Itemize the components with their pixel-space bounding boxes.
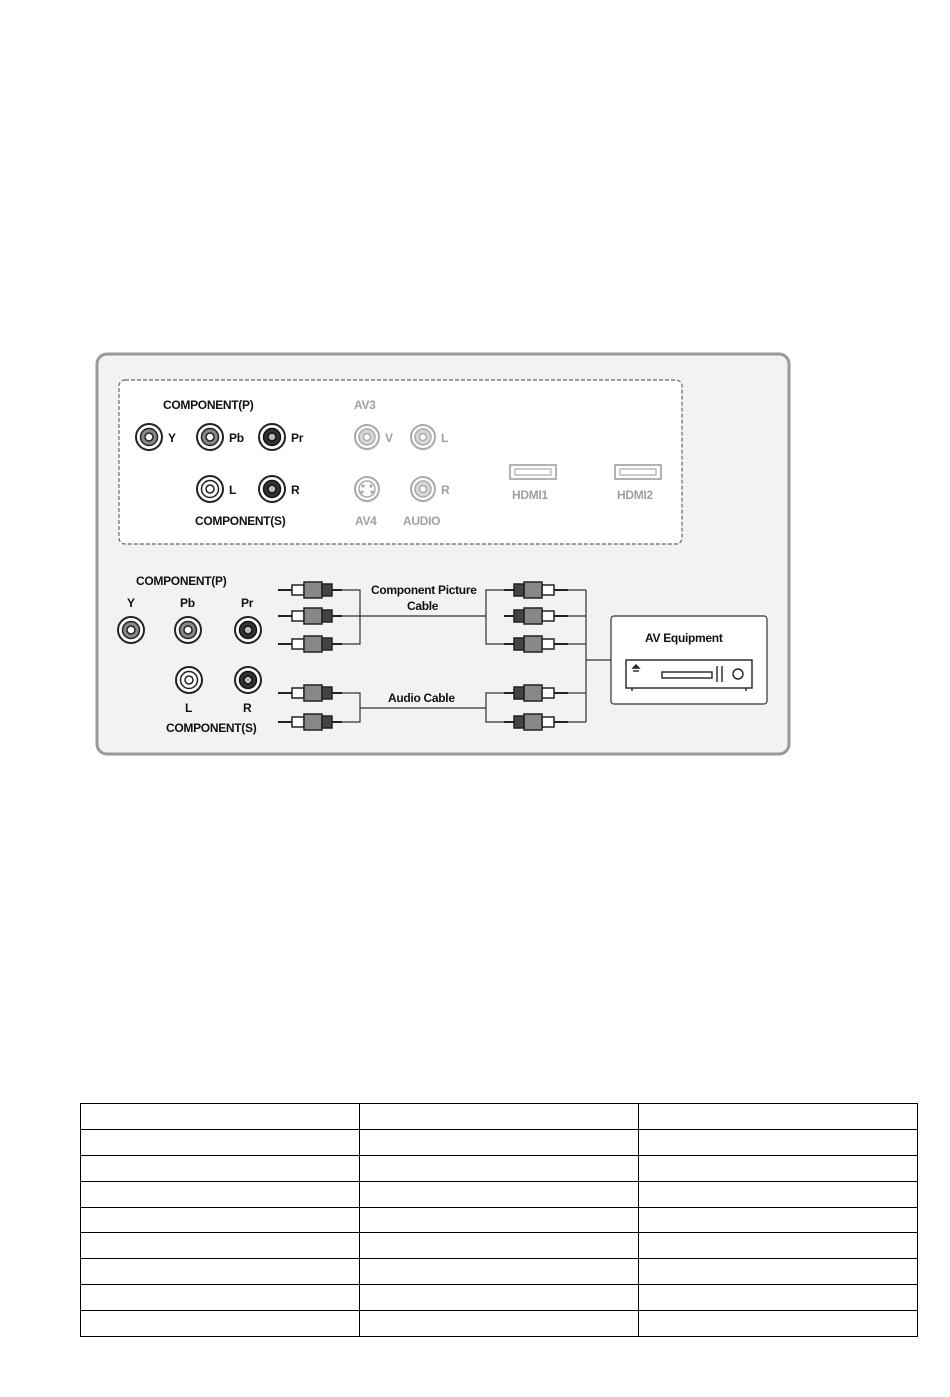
table-cell	[360, 1207, 639, 1233]
table-cell	[639, 1155, 918, 1181]
av-equipment-label: AV Equipment	[645, 631, 723, 645]
table-cell	[639, 1104, 918, 1130]
table-row	[81, 1259, 918, 1285]
jack-r	[259, 476, 285, 502]
table-cell	[81, 1259, 360, 1285]
table-cell	[81, 1233, 360, 1259]
audio-cable-label: Audio Cable	[388, 691, 455, 705]
jack-l	[197, 476, 223, 502]
table-cell	[81, 1181, 360, 1207]
conn-pb-label: Pb	[180, 596, 195, 610]
table-cell	[81, 1285, 360, 1311]
table-cell	[360, 1104, 639, 1130]
table-row	[81, 1104, 918, 1130]
table-row	[81, 1129, 918, 1155]
table-cell	[639, 1181, 918, 1207]
conn-pr-label: Pr	[241, 596, 254, 610]
table-cell	[639, 1285, 918, 1311]
table-cell	[81, 1207, 360, 1233]
table-cell	[639, 1311, 918, 1337]
table-cell	[81, 1311, 360, 1337]
conn-jack-r	[235, 667, 261, 693]
component-cable-label-1: Component Picture	[371, 583, 477, 597]
table-cell	[639, 1207, 918, 1233]
table-cell	[360, 1285, 639, 1311]
av3-l-label: L	[441, 431, 449, 445]
jack-y	[136, 424, 162, 450]
av3-v-label: V	[385, 431, 393, 445]
conn-jack-pb	[175, 617, 201, 643]
av4-label: AV4	[355, 514, 377, 528]
av4-svideo-jack	[355, 477, 379, 501]
table-row	[81, 1181, 918, 1207]
hdmi1-port	[510, 465, 556, 479]
table-cell	[360, 1259, 639, 1285]
table-cell	[360, 1129, 639, 1155]
table-cell	[81, 1129, 360, 1155]
av3-r-jack	[411, 477, 435, 501]
av3-r-label: R	[441, 483, 450, 497]
av3-label: AV3	[354, 398, 376, 412]
av3-video-jack	[355, 425, 379, 449]
jack-pr-label: Pr	[291, 431, 304, 445]
panel-component-s-label: COMPONENT(S)	[195, 514, 286, 528]
table-row	[81, 1285, 918, 1311]
av3-l-jack	[411, 425, 435, 449]
jack-l-label: L	[229, 483, 237, 497]
table-row	[81, 1233, 918, 1259]
table-cell	[639, 1233, 918, 1259]
table-cell	[360, 1181, 639, 1207]
conn-component-p-label: COMPONENT(P)	[136, 574, 227, 588]
conn-jack-y	[118, 617, 144, 643]
jack-pb-label: Pb	[229, 431, 244, 445]
conn-l-label: L	[185, 701, 193, 715]
jack-pb	[197, 424, 223, 450]
table-row	[81, 1155, 918, 1181]
jack-pr	[259, 424, 285, 450]
table-cell	[360, 1311, 639, 1337]
table-row	[81, 1207, 918, 1233]
conn-r-label: R	[243, 701, 252, 715]
table-row	[81, 1311, 918, 1337]
jack-y-label: Y	[168, 431, 176, 445]
hdmi1-label: HDMI1	[512, 488, 548, 502]
conn-jack-l	[176, 667, 202, 693]
table-cell	[81, 1104, 360, 1130]
hdmi2-port	[615, 465, 661, 479]
table-cell	[81, 1155, 360, 1181]
table-cell	[639, 1259, 918, 1285]
conn-jack-pr	[235, 617, 261, 643]
table-cell	[360, 1233, 639, 1259]
table-cell	[360, 1155, 639, 1181]
component-cable-label-2: Cable	[407, 599, 439, 613]
table-cell	[639, 1129, 918, 1155]
spec-table	[80, 1103, 918, 1337]
hdmi2-label: HDMI2	[617, 488, 653, 502]
conn-component-s-label: COMPONENT(S)	[166, 721, 257, 735]
conn-y-label: Y	[127, 596, 135, 610]
jack-r-label: R	[291, 483, 300, 497]
audio-label: AUDIO	[403, 514, 441, 528]
panel-component-p-label: COMPONENT(P)	[163, 398, 254, 412]
